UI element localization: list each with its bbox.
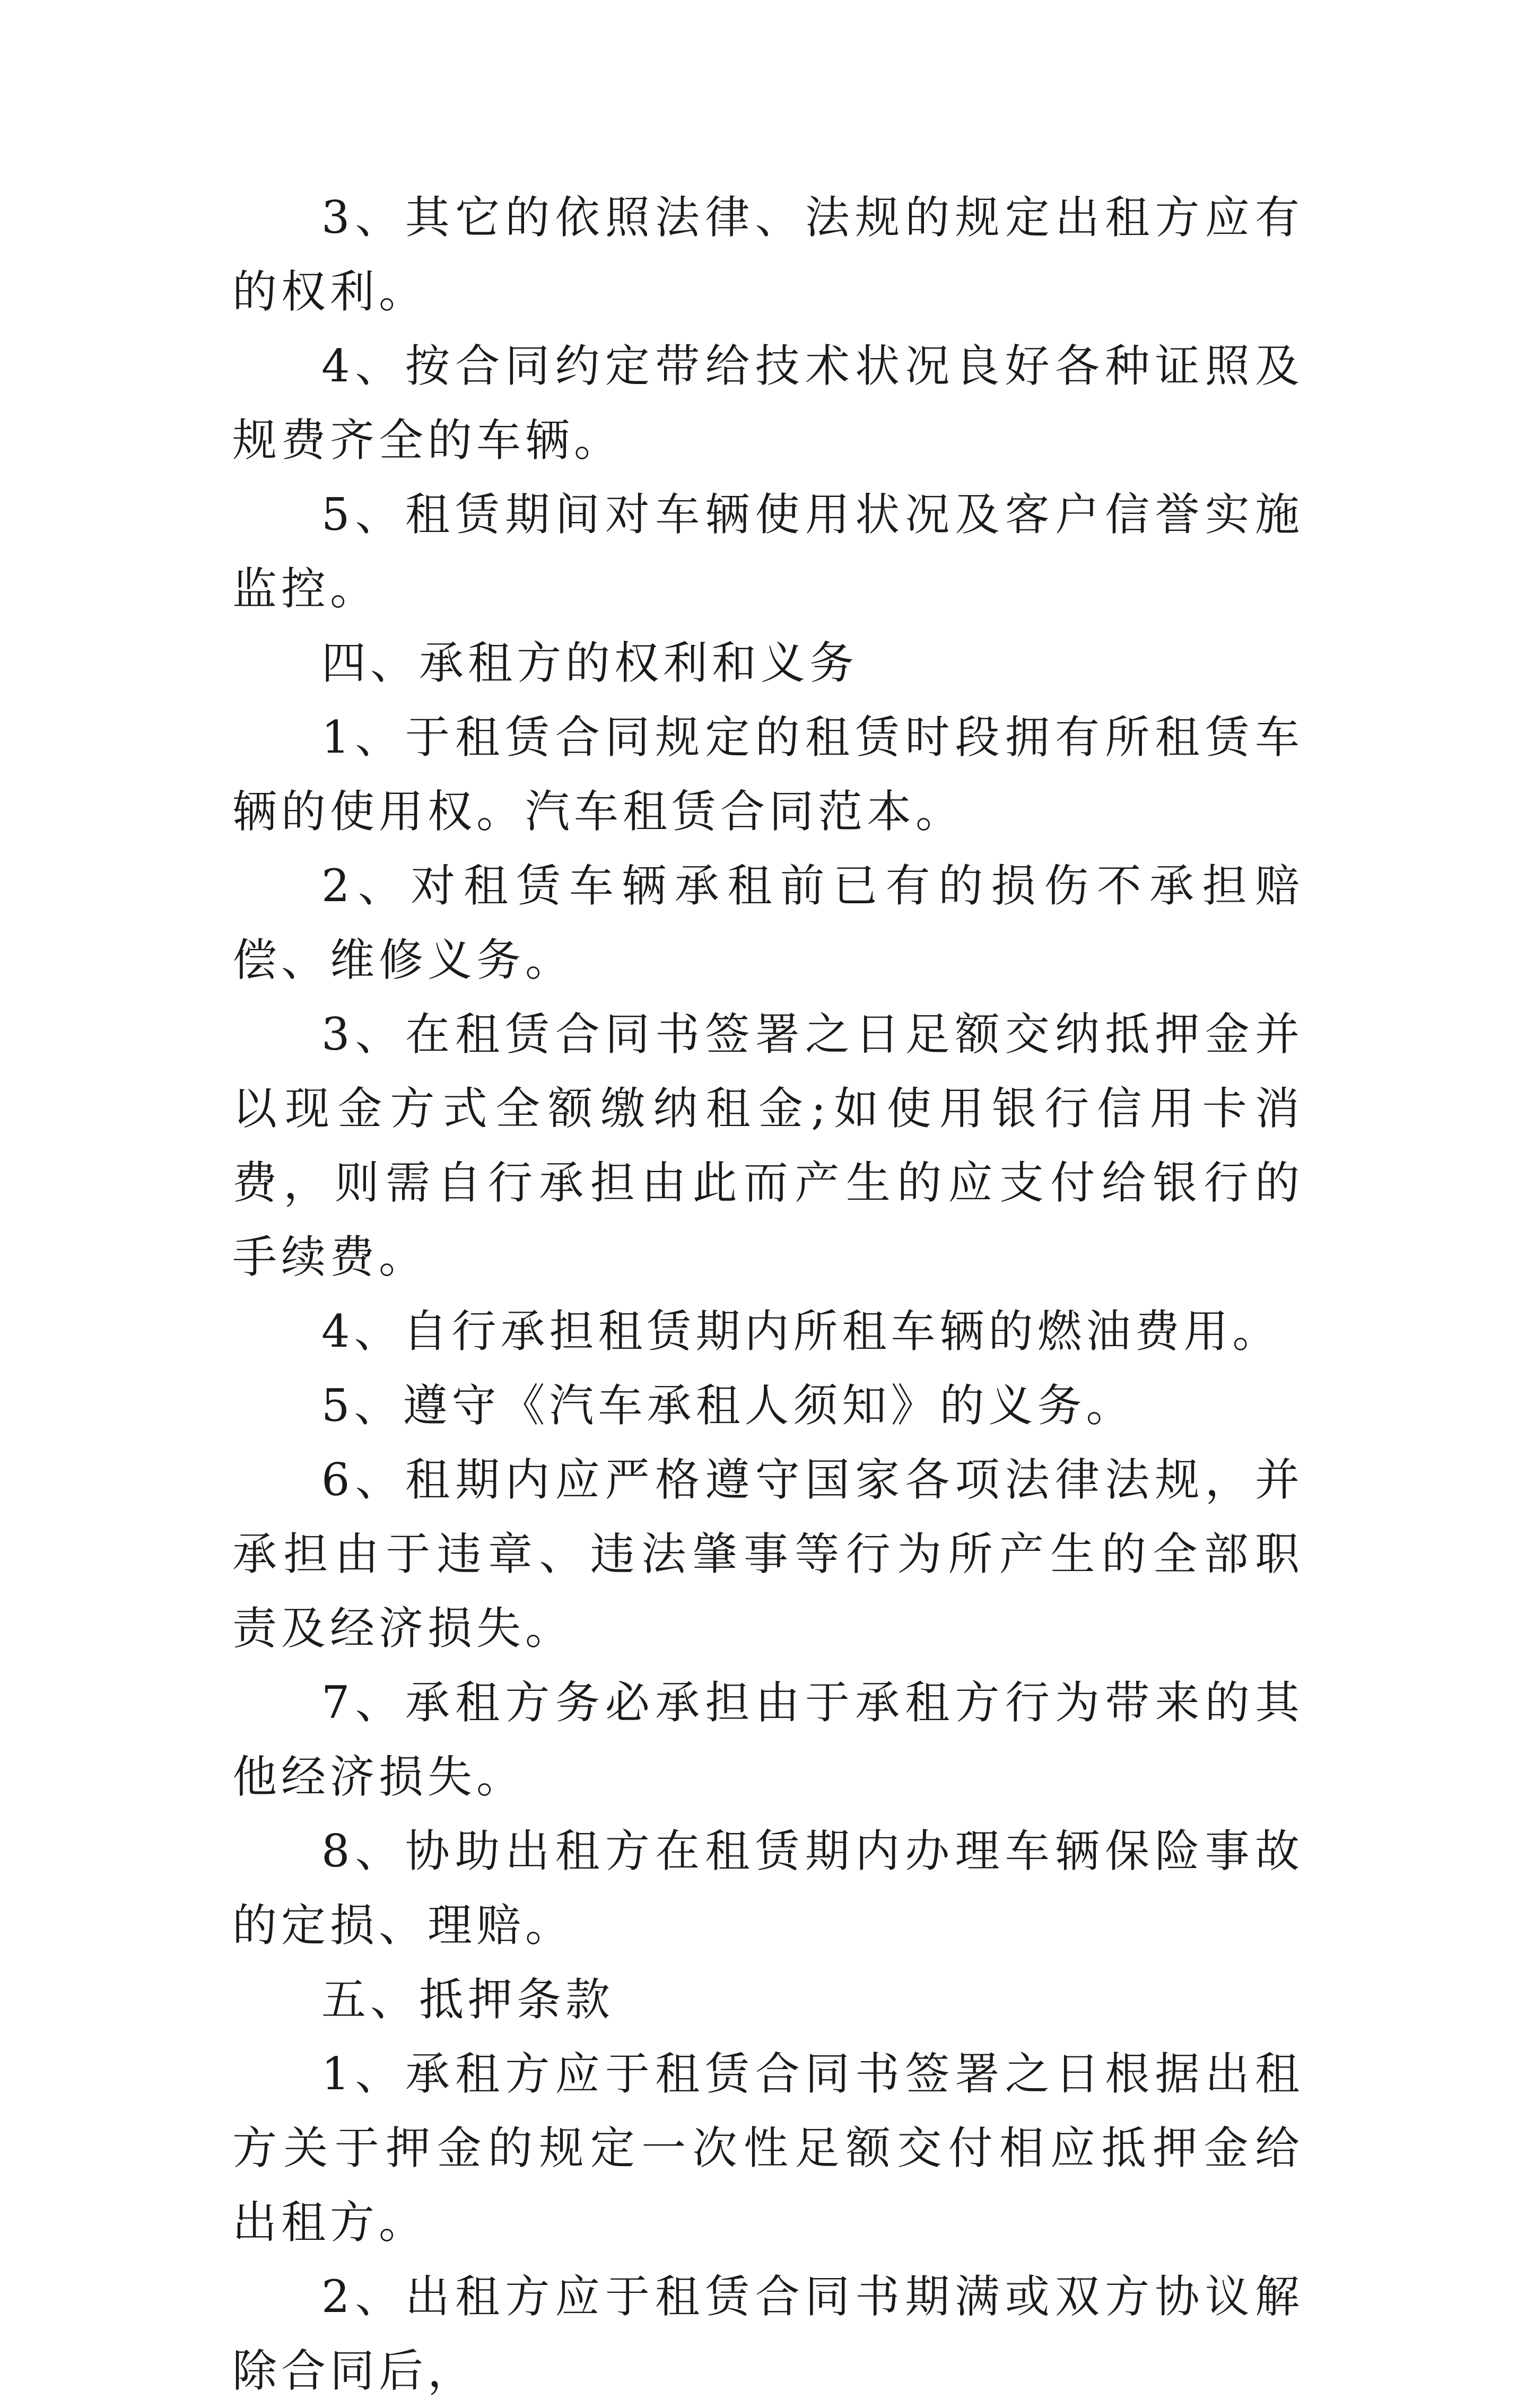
paragraph: 8、协助出租方在租赁期内办理车辆保险事故的定损、理赔。: [232, 1825, 1304, 1951]
document-body: [232, 180, 1304, 2408]
paragraph: 7、承租方务必承担由于承租方行为带来的其他经济损失。: [232, 1677, 1304, 1803]
section-heading: 四、承租方的权利和义务: [321, 637, 859, 689]
paragraph: 1、于租赁合同规定的租赁时段拥有所租赁车辆的使用权。汽车租赁合同范本。: [232, 711, 1304, 837]
paragraph: 1、承租方应于租赁合同书签署之日根据出租方关于押金的规定一次性足额交付相应抵押金给出租方。: [232, 2048, 1304, 2248]
paragraph: 4、自行承担租赁期内所租车辆的燃油费用。: [321, 1305, 1281, 1357]
paragraph: 5、租赁期间对车辆使用状况及客户信誉实施监控。: [232, 488, 1304, 615]
section-heading: 五、抵押条款: [321, 1974, 615, 2026]
paragraph: 4、按合同约定带给技术状况良好各种证照及规费齐全的车辆。: [232, 340, 1304, 466]
paragraph: 3、在租赁合同书签署之日足额交纳抵押金并以现金方式全额缴纳租金;如使用银行信用卡消费，则需自行承担由此而产生的应支付给银行的手续费。: [232, 1008, 1304, 1283]
paragraph: 2、出租方应于租赁合同书期满或双方协议解除合同后，: [232, 2271, 1304, 2397]
paragraph: 3、其它的依照法律、法规的规定出租方应有的权利。: [232, 191, 1304, 318]
paragraph: 5、遵守《汽车承租人须知》的义务。: [321, 1380, 1135, 1432]
paragraph: 2、对租赁车辆承租前已有的损伤不承担赔偿、维修义务。: [232, 860, 1304, 986]
paragraph: 6、租期内应严格遵守国家各项法律法规，并承担由于违章、违法肇事等行为所产生的全部职责及经济损失。: [232, 1454, 1304, 1654]
